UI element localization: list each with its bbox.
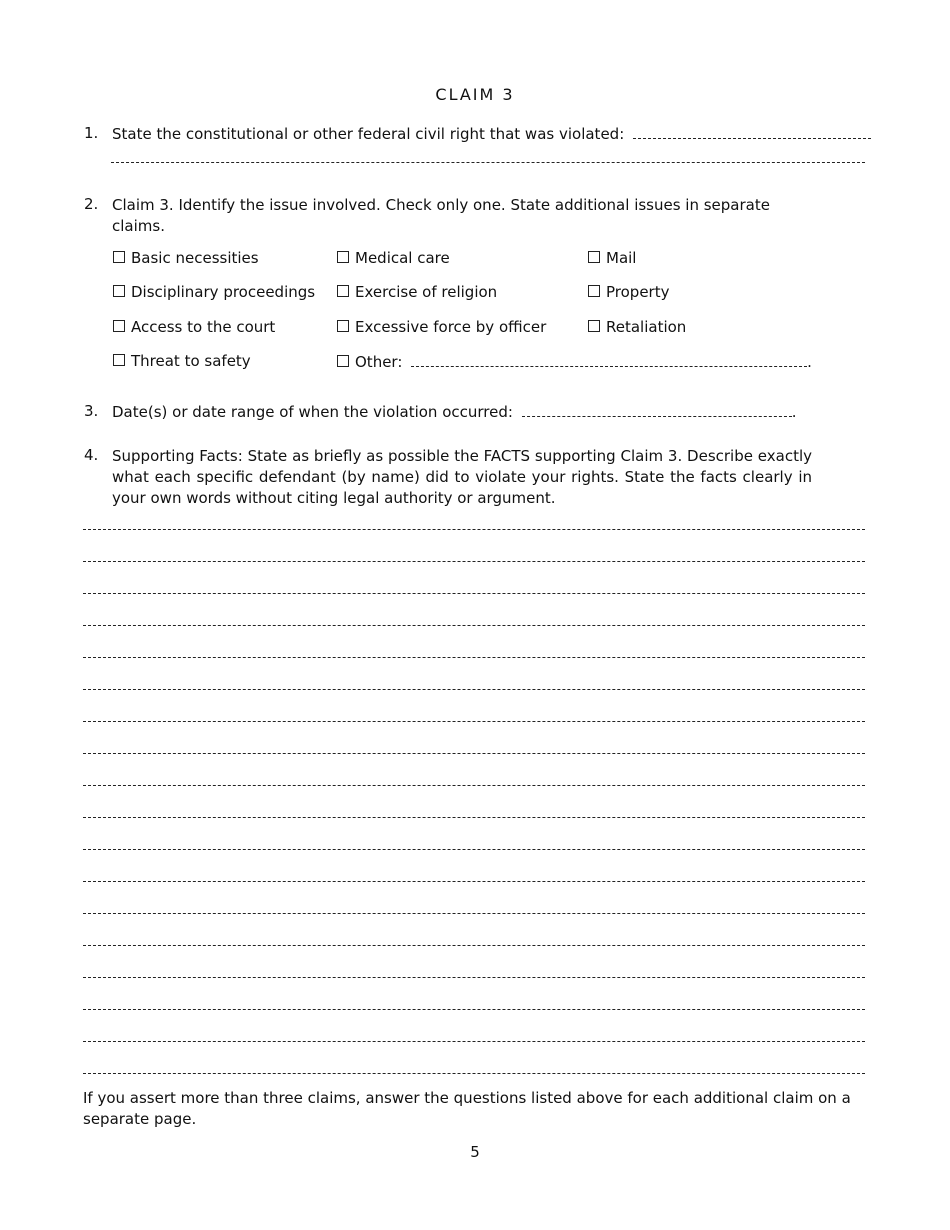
facts-answer-line[interactable]: [83, 849, 865, 850]
checkbox-icon[interactable]: [337, 355, 349, 367]
facts-answer-line[interactable]: [83, 977, 865, 978]
checkbox-other[interactable]: [337, 352, 812, 371]
facts-answer-line[interactable]: [83, 945, 865, 946]
checkbox-label: Exercise of religion: [355, 283, 498, 301]
facts-answer-line[interactable]: [83, 913, 865, 914]
other-issue-field[interactable]: [411, 352, 807, 367]
question-2-number: 2.: [84, 195, 99, 213]
question-3: [112, 402, 872, 423]
facts-answer-line[interactable]: [83, 657, 865, 658]
period: .: [807, 353, 812, 371]
question-1-answer-field[interactable]: [633, 124, 871, 139]
question-2-text: Claim 3. Identify the issue involved. Check only one. State additional issues in separate claims.: [112, 196, 770, 235]
facts-answer-line[interactable]: [83, 817, 865, 818]
checkbox-basic-necessities[interactable]: [113, 249, 259, 267]
facts-answer-line[interactable]: [83, 1041, 865, 1042]
checkbox-label: Property: [606, 283, 670, 301]
checkbox-icon[interactable]: [113, 354, 125, 366]
checkbox-exercise-of-religion[interactable]: [337, 283, 497, 301]
facts-answer-line[interactable]: [83, 689, 865, 690]
checkbox-disciplinary-proceedings[interactable]: [113, 283, 315, 301]
checkbox-access-to-the-court[interactable]: [113, 318, 275, 336]
checkbox-retaliation[interactable]: [588, 318, 686, 336]
checkbox-label: Excessive force by officer: [355, 318, 547, 336]
checkbox-icon[interactable]: [113, 320, 125, 332]
checkbox-icon[interactable]: [588, 251, 600, 263]
checkbox-label: Access to the court: [131, 318, 276, 336]
checkbox-icon[interactable]: [588, 285, 600, 297]
checkbox-icon[interactable]: [588, 320, 600, 332]
facts-answer-line[interactable]: [83, 593, 865, 594]
facts-answer-line[interactable]: [83, 1073, 865, 1074]
checkbox-threat-to-safety[interactable]: [113, 352, 251, 370]
checkbox-label: Threat to safety: [131, 352, 251, 370]
question-3-number: 3.: [84, 402, 99, 420]
checkbox-icon[interactable]: [113, 285, 125, 297]
checkbox-label: Other:: [355, 353, 403, 371]
facts-answer-line[interactable]: [83, 785, 865, 786]
checkbox-label: Disciplinary proceedings: [131, 283, 316, 301]
date-field[interactable]: [522, 402, 792, 417]
question-1-text: State the constitutional or other federal civil right that was violated:: [112, 125, 625, 143]
page-number: 5: [470, 1143, 480, 1161]
checkbox-label: Basic necessities: [131, 249, 259, 267]
facts-answer-line[interactable]: [83, 561, 865, 562]
question-4-text: Supporting Facts: State as briefly as possible the FACTS supporting Claim 3. Describe exactly what each specific defendant (by name) did to violate your rights. State the facts clearly in your own words without citing legal authority or argument.: [112, 447, 812, 507]
checkbox-label: Mail: [606, 249, 637, 267]
facts-answer-line[interactable]: [83, 529, 865, 530]
facts-answer-line[interactable]: [83, 753, 865, 754]
facts-answer-line[interactable]: [83, 721, 865, 722]
checkbox-property[interactable]: [588, 283, 669, 301]
checkbox-icon[interactable]: [337, 251, 349, 263]
facts-answer-line[interactable]: [83, 625, 865, 626]
period: .: [791, 403, 797, 421]
checkbox-icon[interactable]: [337, 320, 349, 332]
checkbox-excessive-force[interactable]: [337, 318, 546, 336]
checkbox-icon[interactable]: [113, 251, 125, 263]
checkbox-medical-care[interactable]: [337, 249, 450, 267]
facts-answer-line[interactable]: [83, 1009, 865, 1010]
question-3-text: Date(s) or date range of when the violation occurred:: [112, 403, 513, 421]
checkbox-icon[interactable]: [337, 285, 349, 297]
checkbox-mail[interactable]: [588, 249, 636, 267]
question-1: [112, 124, 872, 145]
page-title: CLAIM 3: [435, 85, 515, 104]
checkbox-label: Retaliation: [606, 318, 687, 336]
facts-answer-line[interactable]: [83, 881, 865, 882]
question-4-number: 4.: [84, 446, 99, 464]
question-1-number: 1.: [84, 124, 99, 142]
question-1-answer-line-2[interactable]: [111, 162, 865, 163]
footer-note: If you assert more than three claims, answer the questions listed above for each additional claim on a separate page.: [83, 1089, 851, 1128]
checkbox-label: Medical care: [355, 249, 450, 267]
